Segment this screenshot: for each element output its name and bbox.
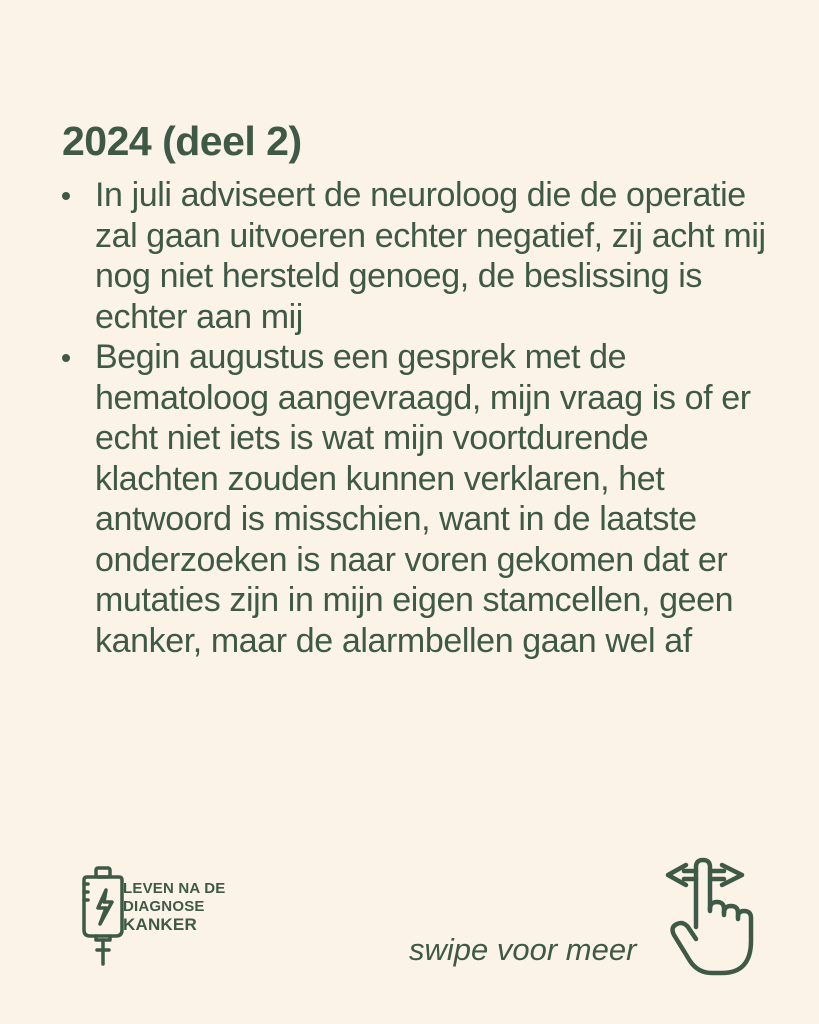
bullet-text: Begin augustus een gesprek met de hematoloog aangevraagd, mijn vraag is of er echt niet iets is wat mijn voortdurende klachten zouden kunnen verklaren, het antwoord is misschien, want in de laatste onderzoeken is naar voren gekomen dat er mutaties zijn in mijn eigen stamcellen, geen kanker, maar de alarmbellen gaan wel af <box>95 338 751 660</box>
logo-line: KANKER <box>123 915 197 934</box>
bullet-item <box>60 337 780 661</box>
brand-logo <box>78 866 238 970</box>
bullet-item <box>60 175 780 337</box>
logo-line: LEVEN NA DE <box>123 880 226 897</box>
swipe-hint: swipe voor meer <box>409 932 637 967</box>
logo-line: DIAGNOSE <box>123 898 205 915</box>
page-title: 2024 (deel 2) <box>62 118 302 164</box>
logo-text <box>123 880 226 934</box>
bullet-dot <box>62 354 70 362</box>
iv-bag-icon <box>78 866 128 970</box>
bullet-list <box>60 175 780 661</box>
bullet-text: In juli adviseert de neuroloog die de operatie zal gaan uitvoeren echter negatief, zij acht mij nog niet hersteld genoeg, de beslissing is echter aan mij <box>95 176 766 336</box>
bullet-dot <box>62 192 70 200</box>
swipe-hand-icon <box>660 855 762 979</box>
